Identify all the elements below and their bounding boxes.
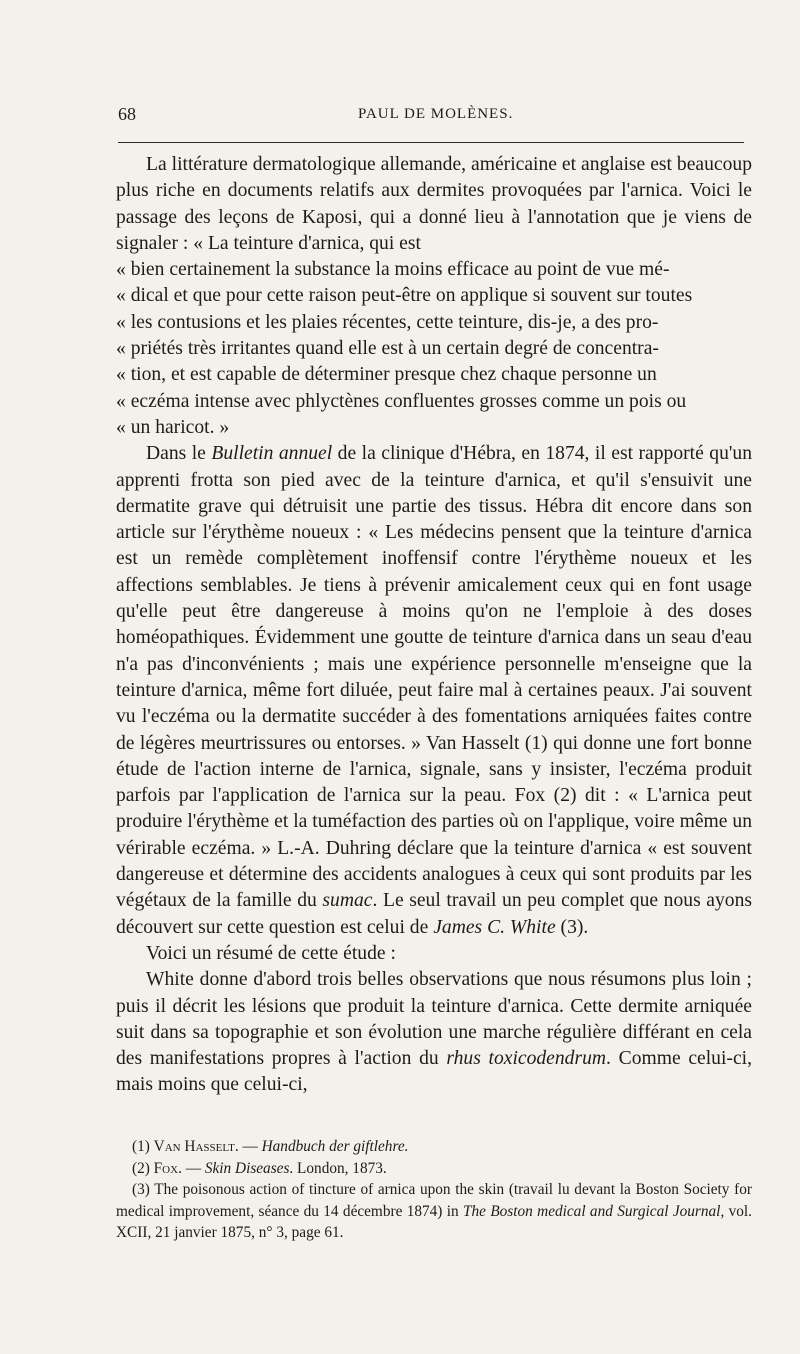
text-span: de la clinique d'Hébra, en 1874, il est rapporté qu'un apprenti frotta son pied avec de la teinture d'arnica, et qu'il s'ensuivit une dermatite grave qui détruisit une partie des tissus. Hébra dit encore dans son article sur l'érythème noueux : « Les médecins pensent que la teinture d'arnica est un remède complètement inoffensif contre l'érythème noueux et les affections semblables. Je tiens à prévenir amicalement ceux qui en font usage qu'elle peut être dangereuse à moins qu'on ne l'emploie à des doses homéopathiques. Évidemment une goutte de teinture d'arnica dans un seau d'eau n'a pas d'inconvénients ; mais une expérience personnelle m'enseigne que la teinture d'arnica, même fort diluée, peut faire mal à certaines peaux. J'ai souvent vu l'eczéma ou la dermatite succéder à des fomentations arniquées faites contre de légères meurtrissures ou entorses. » Van Hasselt (1) qui donne une fort bonne étude de l'action interne de l'arnica, signale, sans y insister, l'eczéma produit parfois par l'application de l'arnica sur la peau. Fox (2) dit : « L'arnica peut produire l'érythème et la tuméfaction des parties où on l'applique, voire même un vérirable eczéma. » L.-A. Duhring déclare que la teinture d'arnica « est souvent dangereuse et détermine des accidents analogues à ceux qui sont produits par les végétaux de la famille du: [116, 443, 752, 912]
text-span: . Comme celui-ci, mais moins que celui-ci,: [116, 1048, 752, 1096]
main-text: [116, 152, 752, 1099]
italic-term: rhus toxicodendrum: [446, 1048, 607, 1070]
running-title: PAUL DE MOLÈNES.: [358, 106, 514, 122]
page-number: 68: [118, 104, 136, 124]
header-rule: [118, 142, 744, 143]
quote-line: « eczéma intense avec phlyctènes confluentes grosses comme un pois ou: [116, 390, 687, 412]
text-span: (3).: [555, 916, 589, 938]
quote-line: « les contusions et les plaies récentes, cette teinture, dis-je, a des pro-: [116, 311, 659, 333]
text-span: , vol. XCII, 21 janvier 1875, n° 3, page 61.: [116, 1202, 752, 1241]
text-span: . London, 1873.: [289, 1159, 387, 1177]
footnote-1: [116, 1136, 752, 1158]
italic-term: sumac: [322, 890, 373, 912]
author-name: Fox: [153, 1159, 179, 1177]
paragraph-1: La littérature dermatologique allemande, américaine et anglaise est beaucoup plus riche en documents relatifs aux dermites provoquées par l'arnica. Voici le passage des leçons de Kaposi, qui a donné lieu à l'annotation que je viens de signaler : « La teinture d'arnica, qui est: [116, 154, 752, 254]
quote-line: « priétés très irritantes quand elle est à un certain degré de concentra-: [116, 338, 659, 360]
text-span: . Le seul travail un peu complet que nous ayons découvert sur cette question est celui de: [116, 890, 752, 938]
paragraph-3: Voici un résumé de cette étude :: [146, 942, 396, 964]
italic-title: Handbuch der giftlehre.: [261, 1138, 409, 1155]
paragraph-2: [116, 441, 752, 941]
paragraph-4: [116, 967, 752, 1098]
quote-line: « un haricot. »: [116, 416, 230, 438]
author-name: Van Hasselt: [153, 1138, 235, 1155]
italic-title: Skin Diseases: [204, 1159, 290, 1177]
footnotes: [116, 1136, 752, 1244]
italic-title: The Boston medical and Surgical Journal: [463, 1202, 721, 1220]
text-span: (3) The poisonous action of tincture of arnica upon the skin (travail lu devant la Boston Society for medical improvement, séance du 14 décembre 1874) in: [116, 1181, 752, 1220]
text-span: (1): [132, 1138, 154, 1155]
text-span: . —: [178, 1159, 205, 1177]
page-header: [118, 104, 744, 128]
text-span: . —: [234, 1138, 262, 1155]
text-span: (2): [132, 1159, 154, 1177]
footnote-2: [116, 1158, 752, 1180]
italic-name: James C. White: [433, 916, 556, 938]
italic-title: Bulletin annuel: [211, 443, 333, 465]
text-span: White donne d'abord trois belles observations que nous résumons plus loin ; puis il décrit les lésions que produit la teinture d'arnica. Cette dermite arniquée suit dans sa topographie et son évolution une marche régulière différant en cela des manifestations propres à l'action du: [116, 969, 752, 1070]
quote-line: « bien certainement la substance la moins efficace au point de vue mé-: [116, 259, 670, 281]
quote-line: « dical et que pour cette raison peut-être on applique si souvent sur toutes: [116, 285, 693, 307]
footnote-3: [116, 1179, 752, 1244]
text-span: Dans le: [146, 443, 212, 465]
quote-line: « tion, et est capable de déterminer presque chez chaque personne un: [116, 364, 657, 386]
